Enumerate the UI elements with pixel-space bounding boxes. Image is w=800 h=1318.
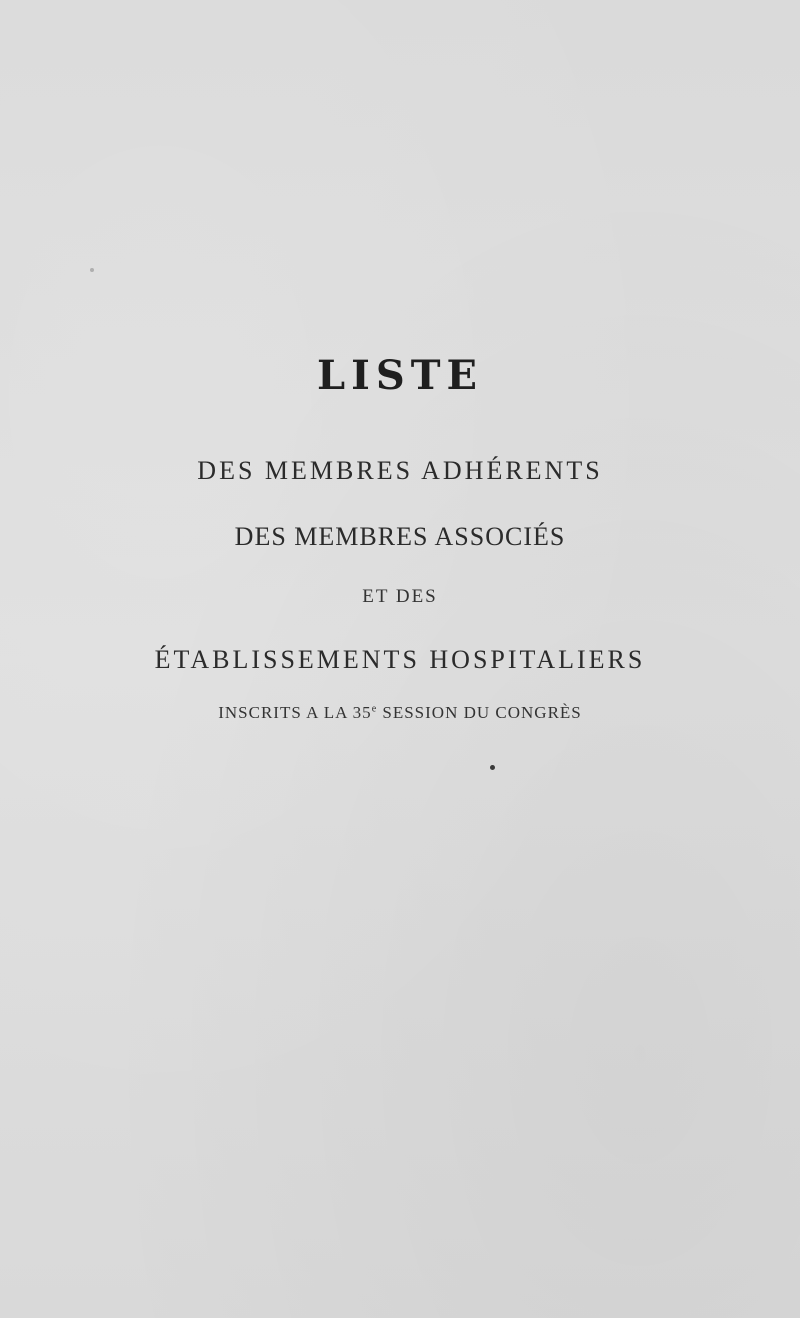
ink-dot-mark: [490, 765, 495, 770]
session-ordinal-suffix: e: [371, 703, 378, 715]
subtitle-hospital-establishments: ÉTABLISSEMENTS HOSPITALIERS: [154, 645, 646, 674]
subtitle-members-associates: DES MEMBRES ASSOCIÉS: [234, 522, 566, 551]
session-text-start: INSCRITS A LA 35: [218, 703, 372, 722]
session-text-end: SESSION DU CONGRÈS: [377, 703, 582, 722]
subtitle-members-adherents: DES MEMBRES ADHÉRENTS: [197, 456, 603, 485]
page-title: LISTE: [317, 352, 483, 399]
subtitle-congress-session: [0, 703, 800, 723]
subtitle-and: ET DES: [362, 586, 438, 607]
paper-speck: [90, 268, 94, 272]
